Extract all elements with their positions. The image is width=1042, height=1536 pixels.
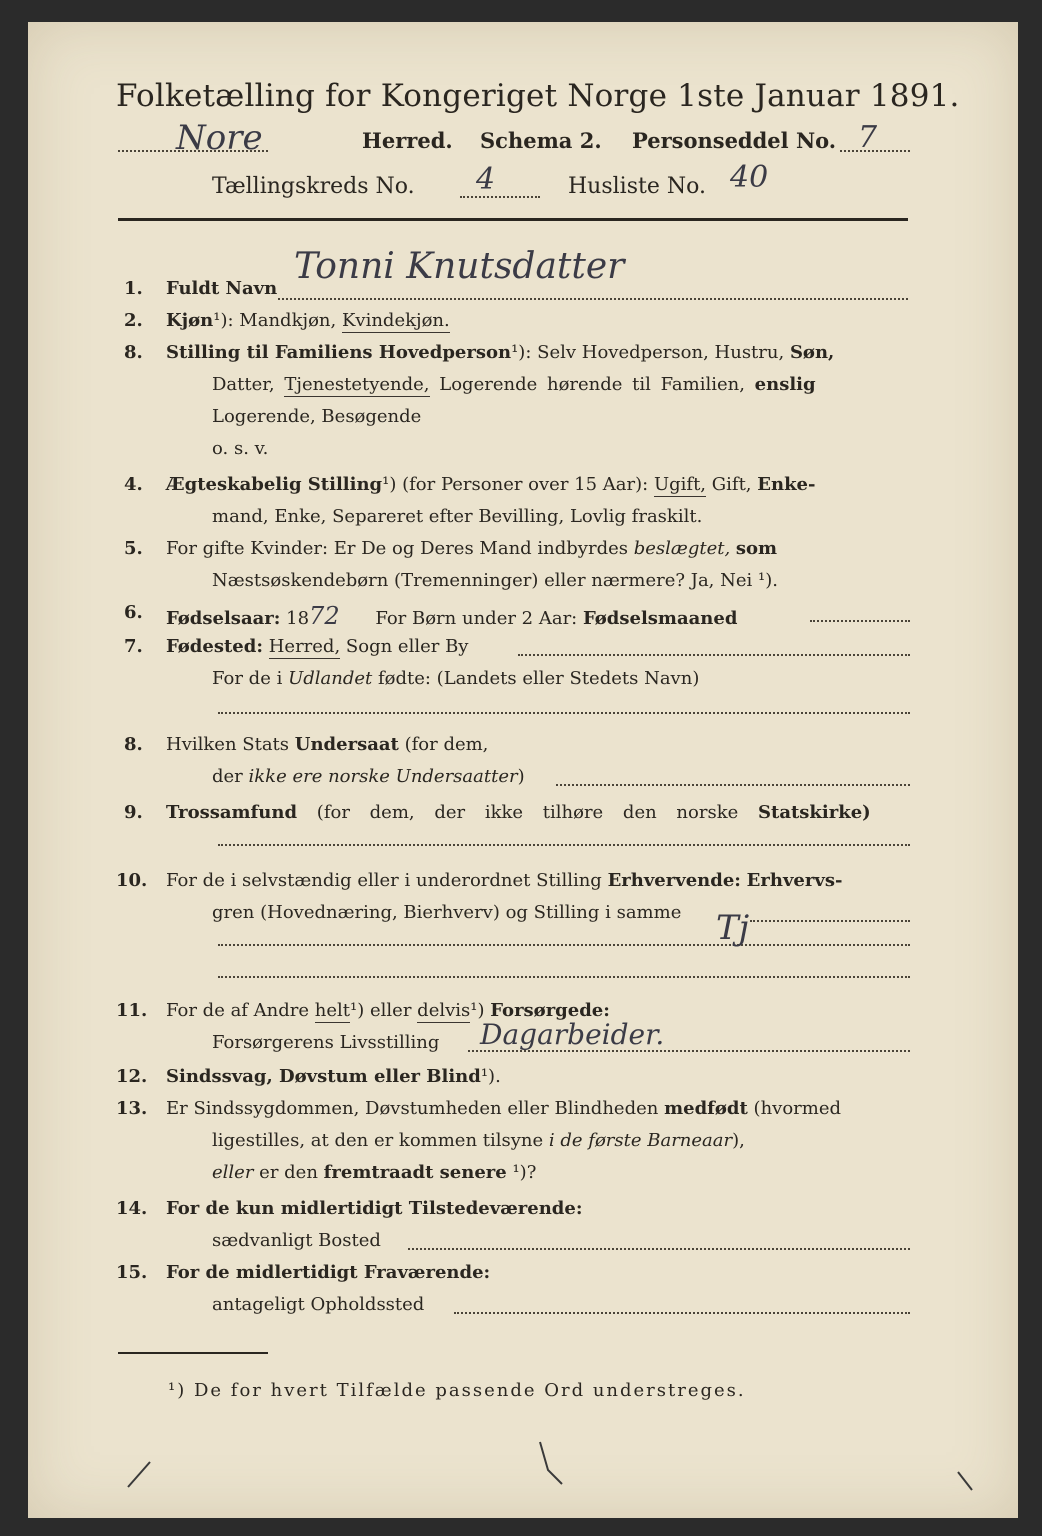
- q8-number: 8.: [124, 734, 143, 755]
- q13-fremtraadt: fremtraadt senere: [323, 1162, 507, 1183]
- q10-text: For de i selvstændig eller i underordnet Stilling: [166, 870, 602, 891]
- q7-herred: Herred,: [268, 636, 341, 657]
- q4-ugift: Ugift,: [653, 474, 707, 495]
- husliste-label: Husliste No.: [568, 174, 706, 199]
- footnote-rule: [118, 1352, 268, 1354]
- q2-opt-kvindekjon: Kvindekjøn.: [341, 310, 450, 331]
- q3-line2: [212, 374, 816, 395]
- q14-number: 14.: [116, 1198, 148, 1219]
- q4-sup: ¹): [382, 474, 397, 495]
- q11-forsorgede: Forsørgede:: [490, 1000, 610, 1021]
- q8-der: der: [212, 766, 243, 787]
- q3-number: 8.: [124, 342, 143, 363]
- q13-sup: ¹)?: [512, 1162, 537, 1183]
- q11-line2: Forsørgerens Livsstilling: [212, 1032, 440, 1053]
- q9-blank-line: [218, 844, 910, 846]
- q7-fodte: fødte: (Landets eller Stedets Navn): [377, 668, 700, 689]
- q14-label: For de kun midlertidigt Tilstedeværende:: [166, 1198, 583, 1219]
- q12-sup: ¹).: [480, 1066, 501, 1087]
- q13-text: Er Sindssygdommen, Døvstumheden eller Blindheden: [166, 1098, 659, 1119]
- q7-line1: [166, 636, 468, 657]
- q13-hvormed: (hvormed: [753, 1098, 842, 1119]
- q3-tjenestetyende: Tjenestetyende,: [284, 374, 430, 395]
- herred-handwriting: Nore: [176, 118, 263, 158]
- q3-line3: Logerende, Besøgende: [212, 406, 422, 427]
- q12-line: [166, 1066, 501, 1087]
- q12-label: Sindssvag, Døvstum eller Blind: [166, 1066, 481, 1087]
- q15-number: 15.: [116, 1262, 148, 1283]
- q5-beslaegtet: beslægtet,: [633, 538, 731, 559]
- q15-line2: antageligt Opholdssted: [212, 1294, 425, 1315]
- q5-som: som: [735, 538, 778, 559]
- q14-dotted-line: [408, 1248, 910, 1250]
- q12-number: 12.: [116, 1066, 148, 1087]
- q10-number: 10.: [116, 870, 148, 891]
- q6-number: 6.: [124, 602, 143, 623]
- q5-line1: [166, 538, 777, 559]
- q10-handwriting: Tj: [716, 908, 750, 948]
- q7-udlandet: Udlandet: [288, 668, 373, 689]
- tellingskreds-dotted-line: [460, 196, 540, 198]
- q2-line: [166, 310, 450, 331]
- pen-mark-right: [958, 1472, 972, 1490]
- q3-line1-rest: Selv Hovedperson, Hustru,: [537, 342, 785, 363]
- q7-for-de-i: For de i: [212, 668, 283, 689]
- q3-enslig: enslig: [754, 374, 816, 395]
- q6-line: [166, 602, 737, 630]
- q4-number: 4.: [124, 474, 143, 495]
- q8-for-dem: (for dem,: [404, 734, 489, 755]
- q9-number: 9.: [124, 802, 143, 823]
- header-rule: [118, 218, 908, 221]
- q13-ligestilles: ligestilles, at den er kommen tilsyne: [212, 1130, 544, 1151]
- q2-number: 2.: [124, 310, 143, 331]
- census-form-page: [28, 22, 1018, 1518]
- herred-label: Herred.: [362, 128, 453, 153]
- q11-helt: helt: [314, 1000, 351, 1021]
- q6-prefix: 18: [286, 608, 310, 629]
- q7-number: 7.: [124, 636, 143, 657]
- q1-label: Fuldt Navn: [166, 278, 278, 299]
- q9-label: Trossamfund: [166, 802, 298, 823]
- q3-logerende-familien: Logerende hørende til Familien,: [439, 374, 745, 395]
- q7-rest: Sogn eller By: [345, 636, 469, 657]
- q14-line2: sædvanligt Bosted: [212, 1230, 381, 1251]
- q10-blank-line-1: [218, 944, 910, 946]
- q7-blank-line: [218, 712, 910, 714]
- q9-rest: (for dem, der ikke tilhøre den norske: [316, 802, 739, 823]
- q8-paren: ): [517, 766, 525, 787]
- q7-line2: [212, 668, 699, 689]
- q11-number: 11.: [116, 1000, 148, 1021]
- q4-enke: Enke-: [757, 474, 816, 495]
- q3-line1: [166, 342, 834, 363]
- q1-number: 1.: [124, 278, 143, 299]
- q3-datter: Datter,: [212, 374, 275, 395]
- q2-sup: ¹):: [213, 310, 234, 331]
- q15-label: For de midlertidigt Fraværende:: [166, 1262, 491, 1283]
- q13-paren: ),: [732, 1130, 745, 1151]
- q8-line2: [212, 766, 525, 787]
- q13-number: 13.: [116, 1098, 148, 1119]
- personseddel-label: Personseddel No.: [632, 128, 837, 153]
- q6-year-handwriting: 72: [309, 602, 340, 630]
- q6-dotted-line: [810, 620, 910, 622]
- q4-line1: [166, 474, 815, 495]
- q5-text: Er De og Deres Mand indbyrdes: [333, 538, 628, 559]
- q10-line2: gren (Hovednæring, Bierhverv) og Stilling i samme: [212, 902, 682, 923]
- q3-sup: ¹):: [511, 342, 532, 363]
- q7-label: Fødested:: [166, 636, 263, 657]
- q13-line2: [212, 1130, 745, 1151]
- pen-mark-left: [128, 1462, 150, 1487]
- footnote-text: De for hvert Tilfælde passende Ord understreges.: [193, 1380, 746, 1401]
- q5-number: 5.: [124, 538, 143, 559]
- q2-label: Kjøn: [166, 310, 214, 331]
- q9-statskirke: Statskirke): [758, 802, 871, 823]
- q11-delvis: delvis: [417, 1000, 471, 1021]
- q6-under2: For Børn under 2 Aar:: [375, 608, 578, 629]
- q11-eller: ¹) eller: [350, 1000, 412, 1021]
- q3-line1-end: Søn,: [789, 342, 835, 363]
- tellingskreds-label: Tællingskreds No.: [212, 174, 415, 199]
- q8-dotted-line: [556, 784, 910, 786]
- q4-condition: (for Personer over 15 Aar):: [402, 474, 649, 495]
- tellingskreds-handwriting: 4: [476, 162, 496, 197]
- q11-text: For de af Andre: [166, 1000, 310, 1021]
- q1-dotted-line: [278, 298, 908, 300]
- form-title: Folketælling for Kongeriget Norge 1ste Januar 1891.: [116, 78, 960, 114]
- personseddel-handwriting: 7: [858, 120, 878, 155]
- pen-marks: [88, 1432, 988, 1502]
- q5-label: For gifte Kvinder:: [166, 538, 329, 559]
- q8-ikke-norske: ikke ere norske Undersaatter: [248, 766, 518, 787]
- q13-medfodt: medfødt: [664, 1098, 748, 1119]
- q13-eller: eller: [212, 1162, 254, 1183]
- q4-line2: mand, Enke, Separeret efter Bevilling, Lovlig fraskilt.: [212, 506, 703, 527]
- q4-label: Ægteskabelig Stilling: [166, 474, 383, 495]
- q5-line2: Næstsøskendebørn (Tremenninger) eller nærmere? Ja, Nei ¹).: [212, 570, 778, 591]
- q13-forste-barneaar: i de første Barneaar: [548, 1130, 733, 1151]
- q2-opt-mandkjon: Mandkjøn,: [239, 310, 337, 331]
- q8-undersaat: Undersaat: [294, 734, 399, 755]
- schema-label: Schema 2.: [480, 128, 602, 153]
- footnote-mark: ¹): [168, 1380, 187, 1401]
- q3-line4: o. s. v.: [212, 438, 269, 459]
- q1-name-handwriting: Tonni Knutsdatter: [294, 246, 625, 287]
- q10-blank-line-2: [218, 976, 910, 978]
- q8-line1: [166, 734, 488, 755]
- q6-fodselsmaaned: Fødselsmaaned: [582, 608, 738, 629]
- q10-dotted-line: [750, 920, 910, 922]
- q8-hvilken: Hvilken Stats: [166, 734, 290, 755]
- q15-dotted-line: [454, 1312, 910, 1314]
- q11-sup: ¹): [470, 1000, 485, 1021]
- q9-line: [166, 802, 871, 823]
- q10-line1: [166, 870, 842, 891]
- q13-line3: [212, 1162, 536, 1183]
- footnote: [168, 1380, 746, 1401]
- q13-er-den: er den: [259, 1162, 318, 1183]
- q10-erhvervende: Erhvervende:: [607, 870, 741, 891]
- q6-label: Fødselsaar:: [166, 608, 281, 629]
- q10-erhvervs: Erhvervs-: [746, 870, 843, 891]
- q7-dotted-line: [518, 654, 910, 656]
- q4-gift: Gift,: [711, 474, 752, 495]
- q11-handwriting: Dagarbeider.: [480, 1018, 665, 1051]
- husliste-handwriting: 40: [730, 160, 769, 195]
- q3-label: Stilling til Familiens Hovedperson: [166, 342, 512, 363]
- pen-mark-center: [540, 1442, 562, 1484]
- q13-line1: [166, 1098, 841, 1119]
